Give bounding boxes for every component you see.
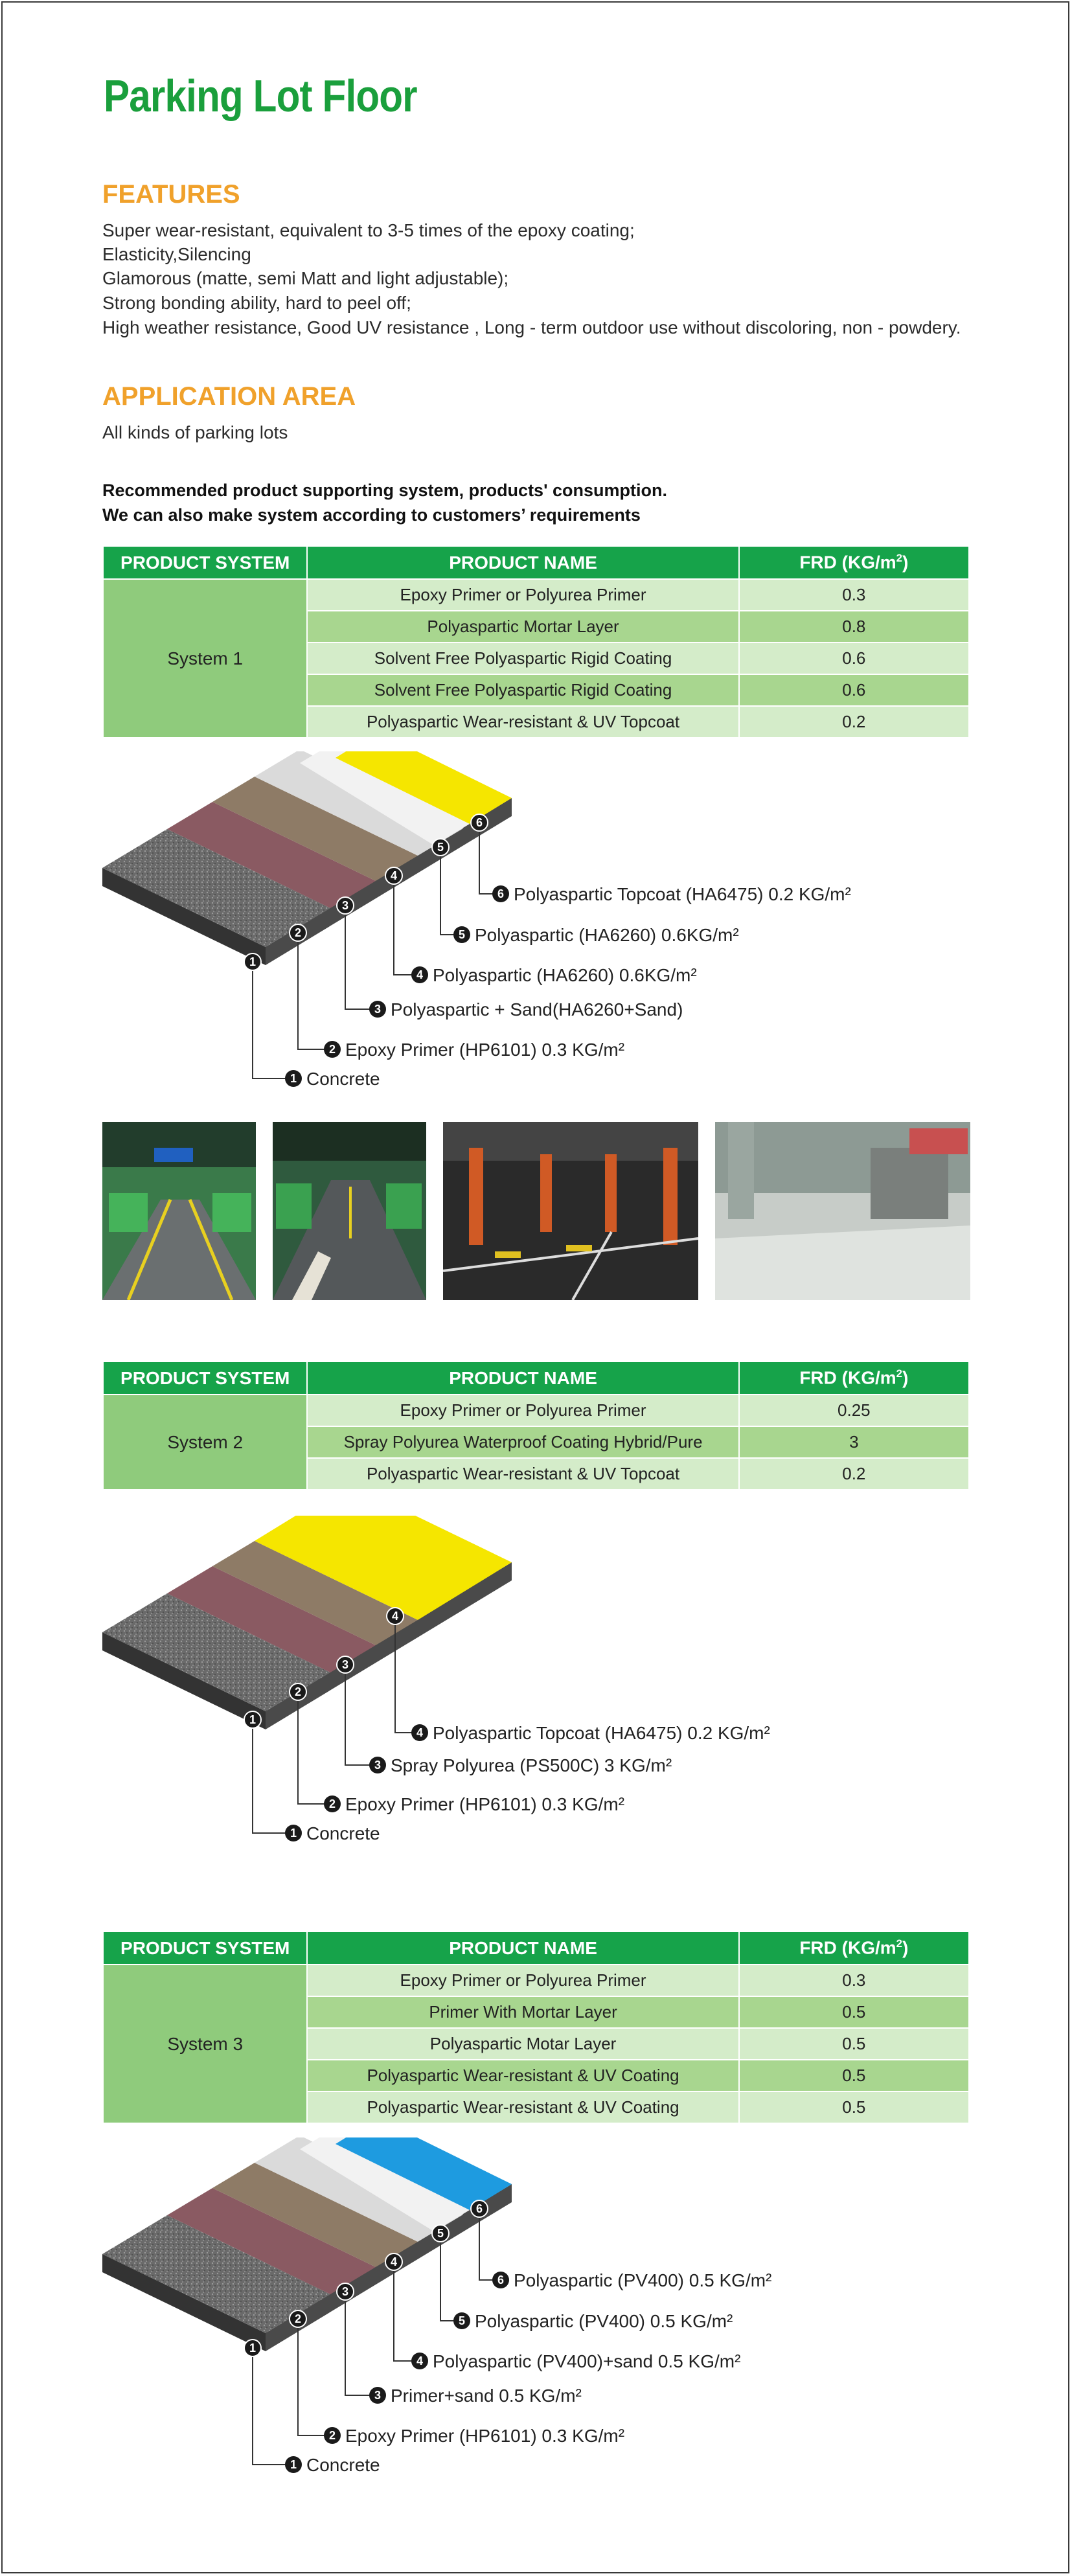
parking-photo-4	[715, 1122, 970, 1300]
layer-label: Spray Polyurea (PS500C) 3 KG/m²	[391, 1755, 672, 1775]
badge-text: 2	[328, 1043, 336, 1056]
header-product-name: PRODUCT NAME	[307, 1362, 738, 1395]
frd-cell: 0.6	[739, 643, 969, 674]
feature-line: Strong bonding ability, hard to peel off;	[102, 293, 411, 313]
product-name-cell: Solvent Free Polyaspartic Rigid Coating	[307, 674, 738, 706]
badge-text: 2	[294, 926, 302, 939]
frd-cell: 0.5	[739, 2060, 969, 2092]
product-name-cell: Epoxy Primer or Polyurea Primer	[307, 579, 738, 611]
badge-text: 1	[249, 1713, 257, 1726]
layer-label: Polyaspartic + Sand(HA6260+Sand)	[391, 999, 683, 1020]
table-header-row	[103, 1932, 969, 1965]
header-product-system: PRODUCT SYSTEM	[103, 1932, 307, 1965]
header-product-name: PRODUCT NAME	[307, 546, 738, 579]
product-name-cell: Primer With Mortar Layer	[307, 1996, 738, 2028]
header-product-system: PRODUCT SYSTEM	[103, 1362, 307, 1395]
header-frd	[739, 1362, 969, 1395]
header-frd-close: )	[902, 1367, 909, 1388]
layer-label: Polyaspartic (PV400) 0.5 KG/m²	[514, 2270, 772, 2290]
system-1-layer-diagram	[97, 751, 907, 1101]
layer-label: Epoxy Primer (HP6101) 0.3 KG/m²	[345, 2426, 625, 2446]
layer-label: Polyaspartic (PV400) 0.5 KG/m²	[475, 2311, 733, 2331]
frd-cell: 0.2	[739, 1458, 969, 1490]
system-3-layer-diagram	[97, 2137, 907, 2487]
frd-cell: 0.2	[739, 706, 969, 738]
header-product-name: PRODUCT NAME	[307, 1932, 738, 1965]
layer-label: Polyaspartic (PV400)+sand 0.5 KG/m²	[433, 2351, 741, 2371]
header-frd	[739, 546, 969, 579]
badge-text: 1	[290, 1827, 297, 1840]
badge-text: 3	[341, 1658, 349, 1671]
badge-text: 6	[497, 887, 505, 900]
badge-text: 2	[294, 1685, 302, 1698]
badge-text: 6	[475, 816, 483, 829]
product-name-cell: Epoxy Primer or Polyurea Primer	[307, 1395, 738, 1426]
layer-label: Concrete	[306, 1823, 380, 1843]
feature-line: Elasticity,Silencing	[102, 244, 251, 264]
application-heading: APPLICATION AREA	[102, 382, 356, 411]
feature-line: High weather resistance, Good UV resistance , Long - term outdoor use without discoloring, non - powdery.	[102, 317, 961, 337]
recommendation-line-1: Recommended product supporting system, products' consumption.	[102, 481, 667, 500]
layer-label: Concrete	[306, 2455, 380, 2475]
parking-photo-2	[273, 1122, 426, 1300]
header-frd	[739, 1932, 969, 1965]
recommendation-line-2: We can also make system according to customers’ requirements	[102, 505, 641, 525]
frd-cell: 0.3	[739, 579, 969, 611]
badge-text: 1	[290, 2458, 297, 2471]
parking-photo-1	[102, 1122, 256, 1300]
badge-text: 5	[458, 2314, 466, 2327]
header-frd-sup: 2	[896, 552, 902, 565]
badge-text: 3	[374, 1003, 382, 1016]
badge-text: 5	[437, 841, 444, 854]
feature-line: Super wear-resistant, equivalent to 3-5 times of the epoxy coating;	[102, 220, 635, 240]
frd-cell: 0.5	[739, 2092, 969, 2123]
frd-cell: 3	[739, 1426, 969, 1458]
badge-text: 5	[437, 2227, 444, 2240]
table-header-row	[103, 1362, 969, 1395]
badge-text: 3	[341, 899, 349, 912]
badge-text: 3	[374, 1759, 382, 1772]
frd-cell: 0.8	[739, 611, 969, 643]
product-name-cell: Polyaspartic Wear-resistant & UV Coating	[307, 2060, 738, 2092]
system-2-table	[102, 1361, 970, 1490]
product-name-cell: Spray Polyurea Waterproof Coating Hybrid/Pure	[307, 1426, 738, 1458]
page-title: Parking Lot Floor	[104, 71, 417, 121]
header-frd-sup: 2	[896, 1937, 902, 1950]
layer-label: Polyaspartic Topcoat (HA6475) 0.2 KG/m²	[433, 1723, 770, 1743]
badge-text: 4	[390, 869, 398, 882]
frd-cell: 0.5	[739, 1996, 969, 2028]
badge-text: 2	[328, 2429, 336, 2442]
system-2-layer-diagram	[97, 1516, 907, 1852]
layer-label: Primer+sand 0.5 KG/m²	[391, 2386, 582, 2406]
frd-cell: 0.25	[739, 1395, 969, 1426]
badge-text: 1	[249, 955, 257, 968]
badge-text: 4	[416, 2354, 424, 2367]
system-name: System 3	[103, 1965, 307, 2123]
table-row	[103, 1965, 969, 1996]
badge-text: 4	[390, 2255, 398, 2268]
system-name: System 2	[103, 1395, 307, 1490]
badge-text: 5	[458, 928, 466, 941]
table-header-row	[103, 546, 969, 579]
system-name: System 1	[103, 579, 307, 738]
badge-text: 4	[416, 968, 424, 981]
layer-label: Epoxy Primer (HP6101) 0.3 KG/m²	[345, 1040, 625, 1060]
frd-cell: 0.6	[739, 674, 969, 706]
feature-line: Glamorous (matte, semi Matt and light adjustable);	[102, 268, 509, 288]
product-name-cell: Solvent Free Polyaspartic Rigid Coating	[307, 643, 738, 674]
features-heading: FEATURES	[102, 180, 240, 209]
badge-text: 3	[374, 2389, 382, 2402]
table-row	[103, 1395, 969, 1426]
layer-label: Epoxy Primer (HP6101) 0.3 KG/m²	[345, 1794, 625, 1814]
layer-label: Polyaspartic (HA6260) 0.6KG/m²	[433, 965, 697, 985]
badge-text: 6	[497, 2274, 505, 2286]
system-1-table	[102, 545, 970, 738]
layer-label: Polyaspartic (HA6260) 0.6KG/m²	[475, 925, 739, 945]
badge-text: 1	[249, 2342, 257, 2354]
frd-cell: 0.5	[739, 2028, 969, 2060]
product-name-cell: Polyaspartic Wear-resistant & UV Topcoat	[307, 706, 738, 738]
badge-text: 3	[341, 2285, 349, 2298]
badge-text: 4	[416, 1726, 424, 1739]
product-name-cell: Polyaspartic Wear-resistant & UV Coating	[307, 2092, 738, 2123]
product-name-cell: Polyaspartic Mortar Layer	[307, 611, 738, 643]
header-frd-text: FRD (KG/m	[799, 1367, 896, 1388]
header-frd-text: FRD (KG/m	[799, 552, 896, 573]
parking-photo-3	[443, 1122, 698, 1300]
table-row	[103, 579, 969, 611]
frd-cell: 0.3	[739, 1965, 969, 1996]
header-frd-close: )	[902, 552, 909, 573]
badge-text: 2	[328, 1797, 336, 1810]
application-text: All kinds of parking lots	[102, 422, 288, 442]
layer-label: Polyaspartic Topcoat (HA6475) 0.2 KG/m²	[514, 884, 851, 904]
layer-label: Concrete	[306, 1069, 380, 1089]
header-product-system: PRODUCT SYSTEM	[103, 546, 307, 579]
badge-text: 4	[391, 1610, 399, 1623]
product-name-cell: Polyaspartic Motar Layer	[307, 2028, 738, 2060]
header-frd-sup: 2	[896, 1367, 902, 1380]
badge-text: 6	[475, 2202, 483, 2215]
header-frd-close: )	[902, 1937, 909, 1958]
badge-text: 1	[290, 1072, 297, 1085]
system-3-table	[102, 1931, 970, 2124]
product-name-cell: Epoxy Primer or Polyurea Primer	[307, 1965, 738, 1996]
product-name-cell: Polyaspartic Wear-resistant & UV Topcoat	[307, 1458, 738, 1490]
badge-text: 2	[294, 2312, 302, 2325]
header-frd-text: FRD (KG/m	[799, 1937, 896, 1958]
